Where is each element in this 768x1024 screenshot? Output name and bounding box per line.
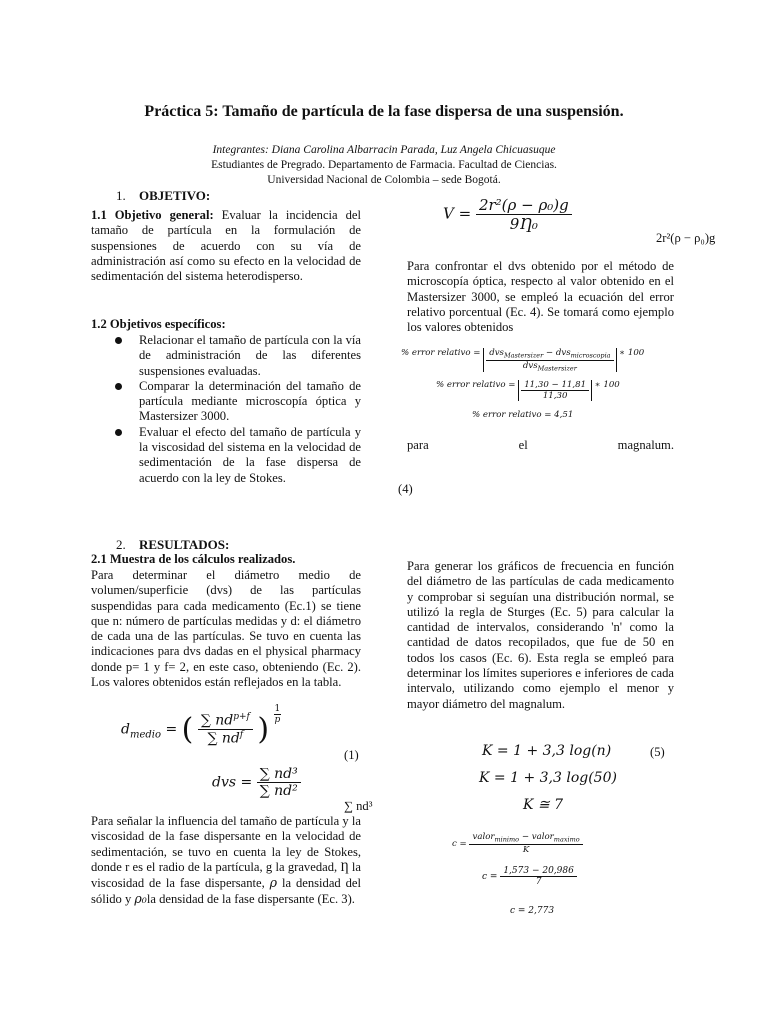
stokes-paragraph: Para señalar la influencia del tamaño de partícula y la viscosidad de la fase dispersante en la velocidad de sedimentación, se tuvo en cuenta la ley de Stokes, donde r es el radio de la partícula, g la gravedad, Ƞ la viscosidad de la fase dispersante, ρ la densidad del sólido y ρ₀la densidad de la fase dispersante (Ec. 3). [91, 814, 361, 907]
equation-3: V = $\frac{\text{2r²(ρ − ρ₀)g}}{\text{9Ƞ₀}}$ [443, 196, 572, 233]
error-equation-general: % error relativo = $\frac{dvs_{Mastersizer} - dvs_{microscopia}}{dvs_{Mastersizer}}$ ∗ 100 [401, 348, 645, 373]
section-2-title: RESULTADOS: [139, 537, 230, 552]
results-paragraph: Para determinar el diámetro medio de volumen/superficie (dvs) de las partículas suspendidas para cada medicamento (Ec.1) se tiene que n: número de partículas medidas y d: el diámetro de cada una de las partículas. Se tuvo en cuenta las indicaciones para dvs dadas en el physical pharmacy donde p= 1 y f= 2, en este caso, obteniendo (Ec. 2). Los valores obtenidos están reflejados en la tabla. [91, 568, 361, 690]
section-1-title: OBJETIVO: [139, 188, 211, 203]
equation-5-number: (5) [650, 745, 665, 759]
sturges-equation: K = 1 + 3,3 log(n) [482, 743, 612, 759]
university-line: Universidad Nacional de Colombia – sede Bogotá. [267, 174, 501, 186]
bullet-icon [115, 337, 122, 344]
interval-width-equation: c = $\frac{valor_{minimo} - valor_{maximo}}{K}$ [452, 832, 583, 855]
objective-general-label: 1.1 Objetivo general: [91, 208, 214, 222]
section-2-number: 2. [116, 537, 126, 552]
sturges-paragraph: Para generar los gráficos de frecuencia en función del diámetro de las partículas de cada medicamento y comprobar si seguían una distribución normal, se utilizó la regla de Sturges (Ec. 5) para calcular la cantidad de intervalos, considerando 'n' como la cantidad de datos recopilados, que fue de 50 en todos los casos (Ec. 6). Esta regla se empleó para determinar los límites superiores e inferiores de cada intervalo, utilizando como ejemplo el menor y mayor diámetro del magnalum. [407, 559, 674, 711]
authors-block [0, 143, 768, 188]
equation-4-number: (4) [398, 482, 413, 496]
equation-2: dvs = $\frac{\text{∑ nd³}}{\text{∑ nd²}}$ [212, 766, 301, 799]
objective-general-text: Evaluar la incidencia del tamaño de partícula en la formulación de suspensiones de acuerdo con su vía de administración así como su efecto en la velocidad de sedimentación del sistema heterodisperso. [91, 208, 361, 284]
equation-3-number: 2r²(ρ − ρ₀)g [656, 231, 716, 245]
affiliation-line: Estudiantes de Pregrado. Departamento de Farmacia. Facultad de Ciencias. [211, 159, 557, 171]
objectives-list [139, 333, 361, 486]
error-equation-values: % error relativo = $\frac{11,30 - 11,81}{11,30}$ ∗ 100 [436, 380, 620, 401]
list-item: Evaluar el efecto del tamaño de partícula y la viscosidad del sistema en la velocidad de sedimentación de la fase dispersa de acuerdo con la ley de Stokes. [139, 425, 361, 486]
list-item: Comparar la determinación del tamaño de partícula mediante microscopía óptica y Mastersizer 3000. [139, 379, 361, 425]
interval-width-values: c = $\frac{1,573 - 20,986}{7}$ [482, 866, 577, 887]
objective-general-paragraph [91, 208, 361, 284]
bullet-icon [115, 429, 122, 436]
error-intro-paragraph: Para confrontar el dvs obtenido por el método de microscopía óptica, respecto al valor obtenido en el Mastersizer 3000, se empleó la ecuación del error relativo porcentual (Ec. 4). Se tomará como ejemplo los valores obtenidos [407, 259, 674, 335]
bullet-icon [115, 383, 122, 390]
subsection-2-1-title: 2.1 Muestra de los cálculos realizados. [91, 552, 296, 566]
equation-1-number: (1) [344, 748, 359, 762]
error-equation-result: % error relativo = 4,51 [472, 410, 574, 420]
equation-2-number: ∑ nd³ [344, 799, 373, 813]
para-line: para el magnalum. [407, 438, 674, 452]
equation-1: $d_{medio}$ = ( $\frac{\sum nd^{p+f}}{\sum nd^f}$ ) $\frac{1}{p}$ [121, 704, 281, 747]
section-1-number: 1. [116, 188, 126, 203]
authors-line: Integrantes: Diana Carolina Albarracin Parada, Luz Angela Chicuasuque [212, 144, 556, 156]
list-item: Relacionar el tamaño de partícula con la vía de administración de las diferentes suspensiones evaluadas. [139, 333, 361, 379]
interval-width-result: c = 2,773 [510, 906, 555, 916]
sturges-equation-values: K = 1 + 3,3 log(50) [479, 770, 617, 786]
page-title: Práctica 5: Tamaño de partícula de la fase dispersa de una suspensión. [144, 103, 624, 120]
objective-specific-label: 1.2 Objetivos específicos: [91, 317, 226, 331]
sturges-result: K ≅ 7 [523, 797, 563, 813]
